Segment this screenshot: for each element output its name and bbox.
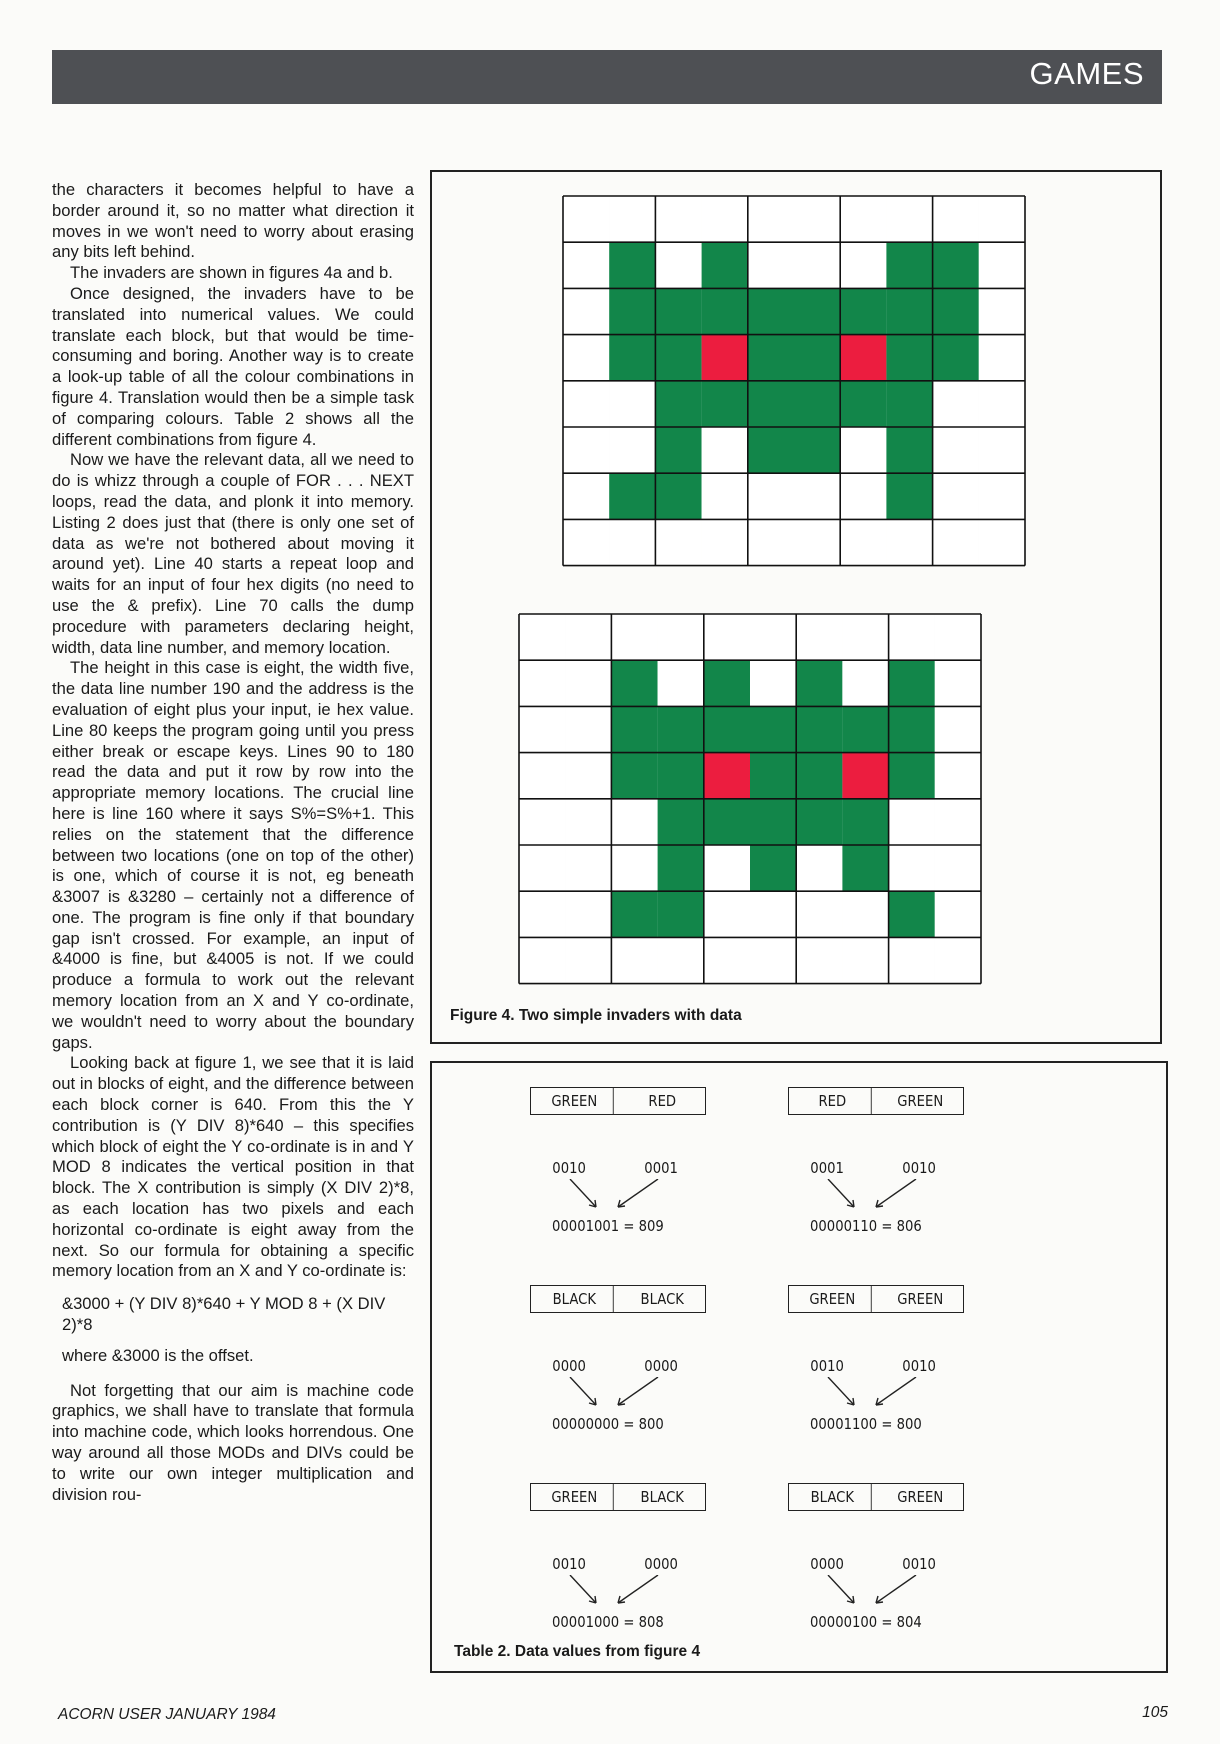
- invader-pixel: [609, 196, 655, 242]
- invader-pixel: [933, 196, 979, 242]
- invader-pixel: [609, 473, 655, 519]
- article-paragraph: The invaders are shown in figures 4a and b.: [70, 263, 393, 283]
- invader-pixel: [935, 799, 981, 845]
- invader-pixel: [886, 381, 932, 427]
- colour-label-box: [788, 1285, 964, 1313]
- merge-arrows-icon: [550, 1575, 690, 1609]
- invader-pixel: [519, 799, 565, 845]
- section-title: GAMES: [1029, 56, 1144, 91]
- invader-pixel: [889, 753, 935, 799]
- invader-pixel: [935, 753, 981, 799]
- invader-pixel: [563, 519, 609, 565]
- left-bits: 0000: [810, 1555, 844, 1573]
- invader-pixel: [609, 519, 655, 565]
- invader-pixel: [794, 196, 840, 242]
- right-colour: BLACK: [640, 1290, 684, 1308]
- invader-pixel: [655, 242, 701, 288]
- invader-pixel: [935, 845, 981, 891]
- invader-pixel: [702, 519, 748, 565]
- invader-pixel: [611, 937, 657, 983]
- left-colour: GREEN: [536, 1088, 613, 1114]
- invader-pixel: [935, 614, 981, 660]
- invader-pixel: [519, 753, 565, 799]
- invader-pixel: [886, 473, 932, 519]
- invader-pixel: [886, 196, 932, 242]
- data-pair: [788, 1285, 988, 1455]
- left-bits: 0010: [552, 1159, 586, 1177]
- invader-pixel: [842, 799, 888, 845]
- invader-pixel: [889, 799, 935, 845]
- invader-pixel: [611, 891, 657, 937]
- right-colour: BLACK: [640, 1488, 684, 1506]
- merge-arrows-icon: [550, 1377, 690, 1411]
- invader-pixel: [704, 937, 750, 983]
- invader-pixel: [704, 753, 750, 799]
- invader-pixel: [935, 937, 981, 983]
- invader-pixel: [658, 891, 704, 937]
- invader-pixel: [658, 614, 704, 660]
- invader-pixel: [611, 660, 657, 706]
- invader-pixel: [842, 753, 888, 799]
- invader-pixel: [794, 519, 840, 565]
- invader-pixel: [611, 614, 657, 660]
- invader-pixel: [794, 288, 840, 334]
- combined-value: 00000110 = 806: [810, 1217, 922, 1235]
- right-bits: 0010: [902, 1159, 936, 1177]
- invader-pixel: [658, 706, 704, 752]
- invader-pixel: [702, 473, 748, 519]
- invader-pixel: [704, 706, 750, 752]
- invader-pixel: [565, 845, 611, 891]
- invader-pixel: [889, 706, 935, 752]
- right-bits: 0010: [902, 1555, 936, 1573]
- invader-pixel: [840, 196, 886, 242]
- right-colour: GREEN: [896, 1092, 943, 1110]
- invader-a: [562, 195, 1028, 567]
- invader-pixel: [563, 335, 609, 381]
- invader-pixel: [935, 891, 981, 937]
- invader-pixel: [889, 937, 935, 983]
- invader-pixel: [563, 242, 609, 288]
- invader-pixel: [750, 614, 796, 660]
- merge-arrows-icon: [808, 1575, 948, 1609]
- right-bits: 0001: [644, 1159, 678, 1177]
- invader-pixel: [750, 753, 796, 799]
- invader-pixel: [658, 937, 704, 983]
- invader-pixel: [702, 288, 748, 334]
- invader-pixel: [565, 799, 611, 845]
- invader-pixel: [563, 381, 609, 427]
- invader-pixel: [842, 614, 888, 660]
- invader-pixel: [889, 660, 935, 706]
- data-pair: [788, 1087, 988, 1257]
- invader-pixel: [748, 335, 794, 381]
- invader-pixel: [655, 381, 701, 427]
- invader-pixel: [840, 427, 886, 473]
- invader-pixel: [655, 196, 701, 242]
- combined-value: 00000000 = 800: [552, 1415, 664, 1433]
- invader-pixel: [748, 288, 794, 334]
- figure-4-panel: [430, 170, 1162, 1044]
- invader-pixel: [704, 891, 750, 937]
- right-colour: GREEN: [896, 1290, 943, 1308]
- invader-pixel: [979, 288, 1025, 334]
- invader-pixel: [842, 937, 888, 983]
- invader-pixel: [796, 845, 842, 891]
- invader-pixel: [609, 288, 655, 334]
- invader-b: [518, 613, 1080, 985]
- invader-pixel: [935, 660, 981, 706]
- invader-pixel: [702, 335, 748, 381]
- invader-pixel: [840, 242, 886, 288]
- invader-pixel: [609, 335, 655, 381]
- invader-pixel: [611, 845, 657, 891]
- invader-pixel: [519, 891, 565, 937]
- invader-pixel: [565, 891, 611, 937]
- colour-label-box: [788, 1087, 964, 1115]
- invader-pixel: [609, 381, 655, 427]
- section-banner: [52, 50, 1162, 104]
- invader-pixel: [796, 891, 842, 937]
- invader-pixel: [842, 845, 888, 891]
- left-colour: RED: [794, 1088, 871, 1114]
- invader-pixel: [704, 845, 750, 891]
- invader-pixel: [889, 614, 935, 660]
- invader-pixel: [565, 614, 611, 660]
- invader-pixel: [886, 519, 932, 565]
- right-bits: 0010: [902, 1357, 936, 1375]
- invader-grid-b: [518, 613, 1080, 985]
- invader-pixel: [979, 519, 1025, 565]
- invader-pixel: [796, 706, 842, 752]
- colour-label-box: [530, 1087, 706, 1115]
- data-pair: [530, 1087, 730, 1257]
- invader-pixel: [886, 288, 932, 334]
- article-column: [52, 180, 414, 1505]
- invader-pixel: [842, 891, 888, 937]
- article-paragraph: The height in this case is eight, the width five, the data line number 190 and the address is the evaluation of eight plus your input, ie hex value. Line 80 keeps the program going until you press either break or escape keys. Lines 90 to 180 read the data and put it row by row into the appropriate memory locations. The crucial line here is line 160 where it says S%=S%+1. This relies on the statement that the difference between two locations (one on top of the other) is one, which of course it is not, eg beneath &3007 is &3280 – certainly not a difference of one. The program is fine only if that boundary gap isn't crossed. For example, an input of &4000 is fine, but &4005 is not. If we could produce a formula to work out the relevant memory location from an X and Y co-ordinate, we wouldn't need to worry about the boundary gaps.: [52, 658, 414, 1052]
- invader-pixel: [748, 196, 794, 242]
- invader-pixel: [933, 519, 979, 565]
- invader-pixel: [748, 473, 794, 519]
- memory-formula: &3000 + (Y DIV 8)*640 + Y MOD 8 + (X DIV 2)*8: [62, 1294, 386, 1335]
- invader-pixel: [609, 427, 655, 473]
- invader-pixel: [979, 335, 1025, 381]
- invader-pixel: [886, 242, 932, 288]
- right-colour: GREEN: [896, 1488, 943, 1506]
- invader-pixel: [748, 242, 794, 288]
- page-number: 105: [1142, 1704, 1168, 1721]
- invader-pixel: [704, 614, 750, 660]
- invader-pixel: [750, 891, 796, 937]
- invader-pixel: [840, 381, 886, 427]
- invader-pixel: [794, 242, 840, 288]
- invader-pixel: [611, 706, 657, 752]
- invader-pixel: [794, 335, 840, 381]
- invader-pixel: [611, 753, 657, 799]
- merge-arrows-icon: [808, 1377, 948, 1411]
- invader-pixel: [563, 196, 609, 242]
- right-bits: 0000: [644, 1555, 678, 1573]
- formula-note: where &3000 is the offset.: [62, 1345, 254, 1365]
- left-bits: 0000: [552, 1357, 586, 1375]
- invader-pixel: [565, 753, 611, 799]
- invader-pixel: [519, 614, 565, 660]
- invader-pixel: [840, 335, 886, 381]
- invader-pixel: [933, 381, 979, 427]
- invader-pixel: [842, 706, 888, 752]
- invader-pixel: [658, 845, 704, 891]
- invader-pixel: [704, 799, 750, 845]
- invader-pixel: [886, 335, 932, 381]
- invader-pixel: [655, 427, 701, 473]
- left-colour: GREEN: [794, 1286, 871, 1312]
- invader-pixel: [655, 288, 701, 334]
- invader-pixel: [563, 427, 609, 473]
- invader-pixel: [889, 891, 935, 937]
- invader-pixel: [563, 473, 609, 519]
- right-bits: 0000: [644, 1357, 678, 1375]
- invader-pixel: [519, 937, 565, 983]
- left-bits: 0010: [810, 1357, 844, 1375]
- invader-pixel: [979, 196, 1025, 242]
- colour-label-box: [788, 1483, 964, 1511]
- left-bits: 0001: [810, 1159, 844, 1177]
- invader-pixel: [611, 799, 657, 845]
- invader-pixel: [565, 706, 611, 752]
- article-paragraph: the characters it becomes helpful to have a border around it, so no matter what direction it moves in we won't need to worry about erasing any bits left behind.: [52, 180, 414, 262]
- combined-value: 00001001 = 809: [552, 1217, 664, 1235]
- invader-pixel: [748, 381, 794, 427]
- article-paragraph: Now we have the relevant data, all we need to do is whizz through a couple of FOR . . . NEXT loops, read the data, and plonk it into memory. Listing 2 does just that (there is only one set of data as we're not bothered about moving it around yet). Line 40 starts a repeat loop and waits for an input of four hex digits (no need to use the & prefix). Line 70 calls the dump procedure with parameters declaring height, width, data line number, and memory location.: [52, 450, 414, 657]
- invader-pixel: [979, 473, 1025, 519]
- combined-value: 00001000 = 808: [552, 1613, 664, 1631]
- article-paragraph: Once designed, the invaders have to be translated into numerical values. We could translate each block, but that would be time-consuming and boring. Another way is to create a look-up table of all the colour combinations in figure 4. Translation would then be a simple task of comparing colours. Table 2 shows all the different combinations from figure 4.: [52, 283, 414, 449]
- article-paragraph: Looking back at figure 1, we see that it is laid out in blocks of eight, and the difference between each block corner is 640. From this the Y contribution is (Y DIV 8)*640 – this specifies which block of eight the Y co-ordinate is in and Y MOD 8 indicates the vertical position in that block. The X contribution is simply (X DIV 2)*8, as each location has two pixels and each horizontal co-ordinate is eight away from the next. So our formula for obtaining a specific memory location from an X and Y co-ordinate is:: [52, 1053, 414, 1281]
- invader-pixel: [794, 381, 840, 427]
- invader-pixel: [565, 937, 611, 983]
- table-2-panel: [430, 1061, 1168, 1673]
- invader-pixel: [796, 753, 842, 799]
- invader-pixel: [655, 473, 701, 519]
- invader-pixel: [796, 614, 842, 660]
- invader-pixel: [796, 937, 842, 983]
- invader-pixel: [702, 427, 748, 473]
- invader-pixel: [563, 288, 609, 334]
- invader-pixel: [840, 519, 886, 565]
- colour-label-box: [530, 1483, 706, 1511]
- invader-pixel: [655, 335, 701, 381]
- invader-pixel: [794, 473, 840, 519]
- invader-pixel: [658, 753, 704, 799]
- table-caption: Table 2. Data values from figure 4: [454, 1643, 701, 1660]
- combined-value: 00000100 = 804: [810, 1613, 922, 1631]
- invader-pixel: [933, 242, 979, 288]
- left-colour: BLACK: [536, 1286, 613, 1312]
- article-paragraph: Not forgetting that our aim is machine code graphics, we shall have to translate that formula into machine code, which looks horrendous. One way around all those MODs and DIVs could be to write our own integer multiplication and division rou-: [52, 1380, 414, 1504]
- invader-pixel: [750, 706, 796, 752]
- left-colour: GREEN: [536, 1484, 613, 1510]
- invader-pixel: [748, 519, 794, 565]
- invader-pixel: [519, 706, 565, 752]
- invader-pixel: [796, 799, 842, 845]
- invader-pixel: [750, 660, 796, 706]
- right-colour: RED: [647, 1092, 676, 1110]
- invader-pixel: [933, 288, 979, 334]
- data-pair: [530, 1285, 730, 1455]
- invader-pixel: [886, 427, 932, 473]
- invader-pixel: [750, 937, 796, 983]
- invader-pixel: [979, 242, 1025, 288]
- merge-arrows-icon: [550, 1179, 690, 1213]
- invader-pixel: [796, 660, 842, 706]
- invader-grid-a: [562, 195, 1028, 567]
- invader-pixel: [979, 381, 1025, 427]
- invader-pixel: [702, 196, 748, 242]
- invader-pixel: [565, 660, 611, 706]
- invader-pixel: [658, 660, 704, 706]
- figure-caption: Figure 4. Two simple invaders with data: [450, 1007, 742, 1024]
- invader-pixel: [519, 845, 565, 891]
- invader-pixel: [702, 242, 748, 288]
- combined-value: 00001100 = 800: [810, 1415, 922, 1433]
- invader-pixel: [750, 799, 796, 845]
- invader-pixel: [933, 335, 979, 381]
- invader-pixel: [933, 473, 979, 519]
- invader-pixel: [704, 660, 750, 706]
- invader-pixel: [702, 381, 748, 427]
- merge-arrows-icon: [808, 1179, 948, 1213]
- invader-pixel: [655, 519, 701, 565]
- invader-pixel: [842, 660, 888, 706]
- left-bits: 0010: [552, 1555, 586, 1573]
- invader-pixel: [794, 427, 840, 473]
- invader-pixel: [840, 473, 886, 519]
- left-colour: BLACK: [794, 1484, 871, 1510]
- invader-pixel: [748, 427, 794, 473]
- invader-pixel: [519, 660, 565, 706]
- invader-pixel: [979, 427, 1025, 473]
- invader-pixel: [935, 706, 981, 752]
- colour-label-box: [530, 1285, 706, 1313]
- invader-pixel: [933, 427, 979, 473]
- invader-pixel: [889, 845, 935, 891]
- data-pair: [530, 1483, 730, 1653]
- invader-pixel: [750, 845, 796, 891]
- invader-pixel: [609, 242, 655, 288]
- invader-pixel: [840, 288, 886, 334]
- invader-pixel: [658, 799, 704, 845]
- publication-footer: ACORN USER JANUARY 1984: [58, 1706, 276, 1723]
- data-pair: [788, 1483, 988, 1653]
